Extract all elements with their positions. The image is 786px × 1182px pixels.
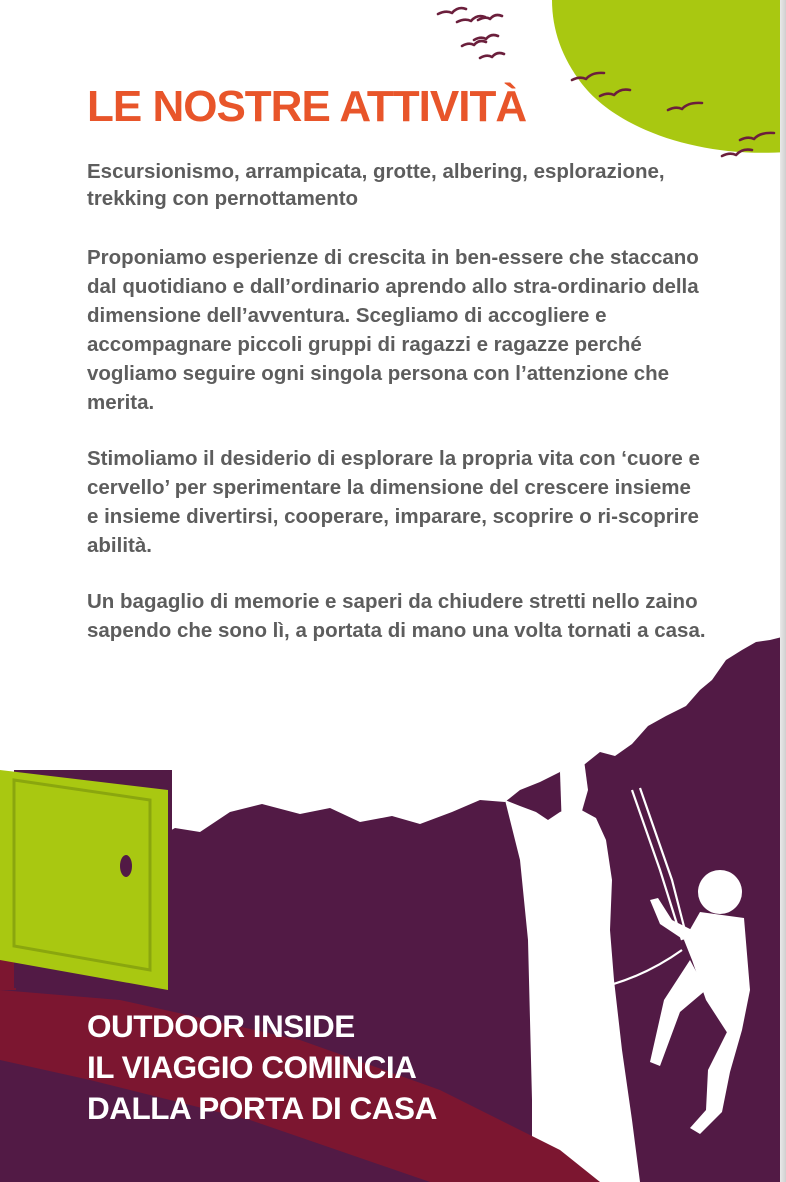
body-text (87, 158, 707, 672)
paragraph-explore: Stimoliamo il desiderio di esplorare la propria vita con ‘cuore e cervello’ per sperimentare la dimensione del crescere insieme e insieme divertirsi, cooperare, imparare, scoprire o ri-scoprire abilità. (87, 447, 700, 557)
open-door (0, 770, 172, 990)
page-edge (780, 0, 786, 1182)
paragraph-growth: Proponiamo esperienze di crescita in ben-essere che staccano dal quotidiano e dall’ordinario aprendo allo stra-ordinario della dimensione dell’avventura. Scegliamo di accogliere e accompagnare piccoli gruppi di ragazzi e ragazze perché vogliamo seguire ogni singola persona con l’attenzione che merita. (87, 246, 699, 414)
tagline (87, 1006, 437, 1129)
tagline-line-3: DALLA PORTA DI CASA (87, 1090, 437, 1126)
tagline-line-2: IL VIAGGIO COMINCIA (87, 1049, 417, 1085)
page-title: LE NOSTRE ATTIVITÀ (87, 82, 527, 131)
paragraph-memories: Un bagaglio di memorie e saperi da chiudere stretti nello zaino sapendo che sono lì, a portata di mano una volta tornati a casa. (87, 590, 706, 642)
activities-list: Escursionismo, arrampicata, grotte, albering, esplorazione, trekking con pernottamento (87, 160, 665, 210)
tagline-line-1: OUTDOOR INSIDE (87, 1008, 355, 1044)
